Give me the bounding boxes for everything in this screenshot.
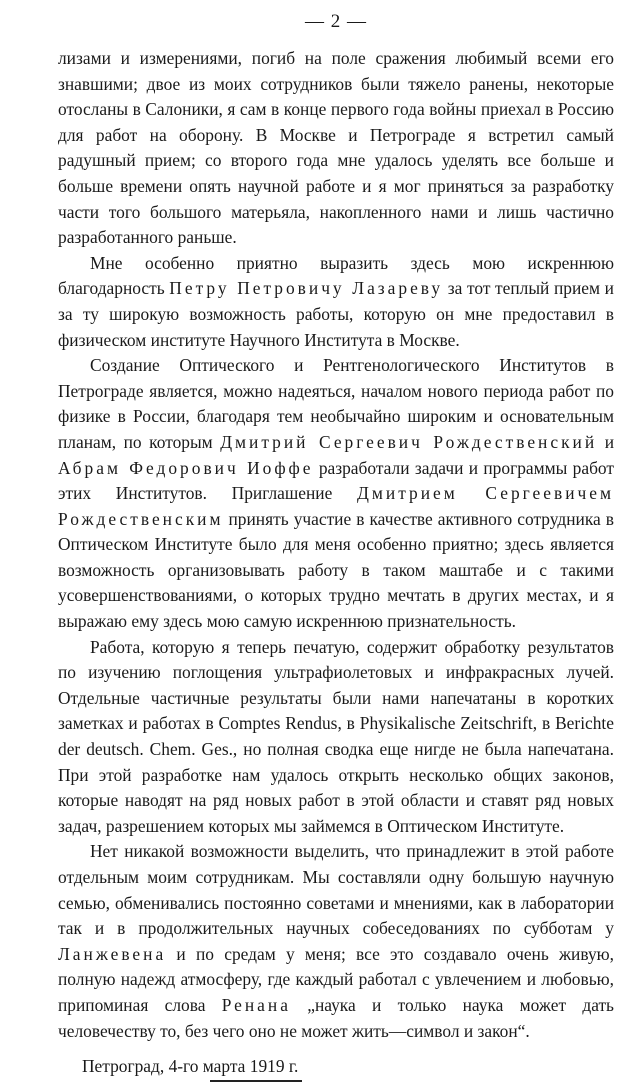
paragraph-4: Работа, которую я теперь печатую, содержит обработку результатов по изучению поглощения ультрафиолетовых и инфракрасных лучей. Отдельные частичные результаты были нами напечатаны в коротких заметках и работах в Comptes Rendus, в Physikalische Zeitschrift, в Berichte der deutsch. Chem. Ges., но полная сводка еще нигде не была напечатана. При этой разработке нам удалось открыть несколько общих законов, которые наводят на ряд новых работ в этой области и ставят ряд новых задач, разрешением которых мы займемся в Оптическом Институте. [58, 636, 614, 836]
name-rozhdestvensky-instr: Дмитрием Сергеевичем Рождественским [58, 483, 614, 529]
name-lazarev: Петру Петровичу Лазареву [169, 278, 444, 299]
paragraph-2: Мне особенно приятно выразить здесь мою искреннюю благодарность Петру Петровичу Лазареву за тот теплый прием и за ту широкую возможность работы, которую он мне предоставил в физическом институте Научного Института в Москве. [58, 252, 614, 350]
end-rule [210, 1080, 302, 1082]
document-page [58, 10, 614, 1080]
name-ioffe: Абрам Федорович Иоффе [58, 457, 314, 478]
name-rozhdestvensky: Дмитрий Сергеевич Рождественский [220, 431, 598, 452]
paragraph-3: Создание Оптического и Рентгенологического Институтов в Петрограде является, можно надеяться, началом нового периода работ по физике в России, благодаря тем необычайно широким и основательным планам, по которым Дмитрий Сергеевич Рождественский и Абрам Федорович Иоффе разработали задачи и программы работ этих Институтов. Приглашение Дмитрием Сергеевичем Рождественским принять участие в качестве активного сотрудника в Оптическом Институте было для меня особенно приятно; здесь является возможность организовывать работу в таком маштабе и с такими усовершенствованиями, о которых трудно мечтать в других местах, и я выражаю ему здесь мою самую искреннюю признательность. [58, 355, 615, 632]
paragraph-1: лизами и измерениями, погиб на поле сражения любимый всеми его знавшими; двое из моих сотрудников были тяжело ранены, некоторые отосланы в Салоники, я сам в конце первого года войны приехал в Россию для работ на оборону. В Москве и Петрограде я встретил самый радушный прием; со второго года мне удалось уделять все больше и больше времени опять научной работе и я мог приняться за разработку части того большого матерьяла, накопленного нами и лишь частично разработанного раньше. [58, 48, 614, 248]
name-renan: Ренана [221, 994, 291, 1015]
signature-date: Петроград, 4-го марта 1919 г. [82, 1056, 299, 1077]
name-langevin: Ланжевена [58, 943, 167, 964]
paragraph-5: Нет никакой возможности выделить, что принадлежит в этой работе отдельным моим сотрудникам. Мы составляли одну большую научную семью, обменивались постоянно советами и мнениями, как в лаборатории так и в продолжительных научных собеседованиях по субботам у Ланжевена и по средам у меня; все это создавало очень живую, полную надежд атмосферу, где каждый работал с увлечением и любовью, припоминая слова Ренана „наука и только наука может дать человечеству то, без чего оно не может жить—символ и закон“. [58, 841, 614, 1041]
page-number: — 2 — [305, 11, 367, 32]
